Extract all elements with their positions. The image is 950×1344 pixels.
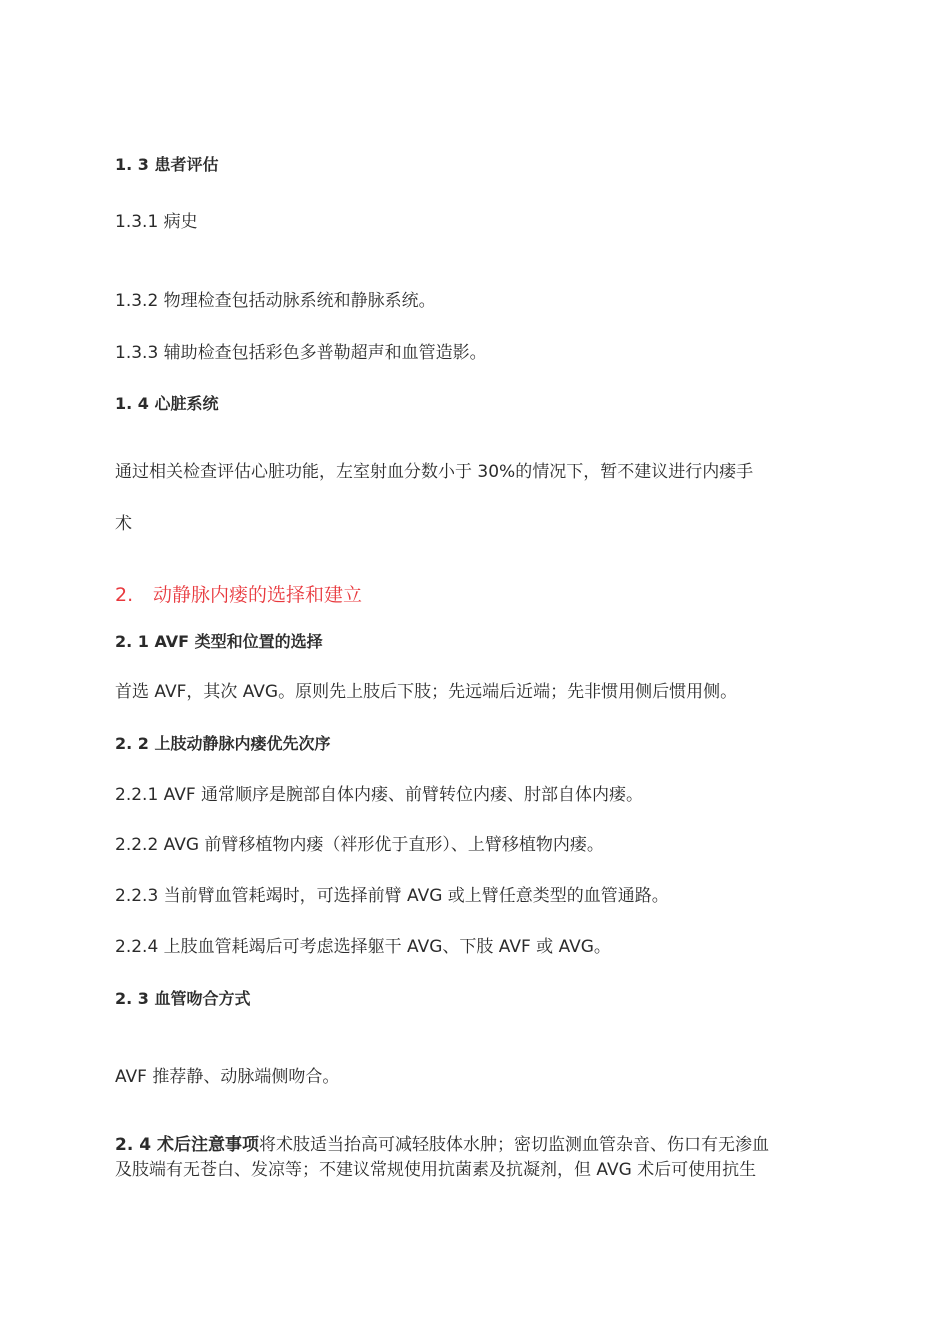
section-1-3-3-text: 1.3.3 辅助检查包括彩色多普勒超声和血管造影。 [115, 343, 487, 363]
section-2-4-body-line2: 及肢端有无苍白、发凉等；不建议常规使用抗菌素及抗凝剂，但 AVG 术后可使用抗生 [115, 1160, 757, 1180]
section-2-title: 动静脉内瘘的选择和建立 [153, 584, 363, 606]
section-2-2-heading: 2. 2 上肢动静脉内瘘优先次序 [115, 734, 331, 753]
section-2-1-body: 首选 AVF，其次 AVG。原则先上肢后下肢；先远端后近端；先非惯用侧后惯用侧。 [115, 682, 738, 702]
section-2-4-heading: 2. 4 术后注意事项 [115, 1135, 259, 1155]
section-1-4-heading: 1. 4 心脏系统 [115, 394, 219, 413]
section-2-3-heading: 2. 3 血管吻合方式 [115, 989, 251, 1008]
section-2-2-3-text: 2.2.3 当前臂血管耗竭时，可选择前臂 AVG 或上臂任意类型的血管通路。 [115, 886, 669, 906]
section-1-3-heading: 1. 3 患者评估 [115, 155, 219, 174]
section-1-3-2-text: 1.3.2 物理检查包括动脉系统和静脉系统。 [115, 291, 436, 311]
section-2-4-body-line1: 将术肢适当抬高可减轻肢体水肿；密切监测血管杂音、伤口有无渗血 [258, 1135, 769, 1155]
section-2-2-2-text: 2.2.2 AVG 前臂移植物内瘘（袢形优于直形）、上臂移植物内瘘。 [115, 835, 604, 855]
section-2-2-1-text: 2.2.1 AVF 通常顺序是腕部自体内瘘、前臂转位内瘘、肘部自体内瘘。 [115, 785, 644, 805]
section-1-4-body-line1: 通过相关检查评估心脏功能，左室射血分数小于 30%的情况下，暂不建议进行内瘘手 [115, 462, 754, 482]
section-2-2-4-text: 2.2.4 上肢血管耗竭后可考虑选择躯干 AVG、下肢 AVF 或 AVG。 [115, 937, 611, 957]
section-1-3-1-text: 1.3.1 病史 [115, 212, 198, 232]
section-2-1-heading: 2. 1 AVF 类型和位置的选择 [115, 632, 323, 651]
section-1-4-body-line2: 术 [115, 514, 132, 534]
section-2-number: 2. [115, 584, 134, 606]
section-2-3-body: AVF 推荐静、动脉端侧吻合。 [115, 1067, 340, 1087]
section-2-heading [115, 582, 835, 608]
section-2-4-line1 [115, 1133, 835, 1157]
